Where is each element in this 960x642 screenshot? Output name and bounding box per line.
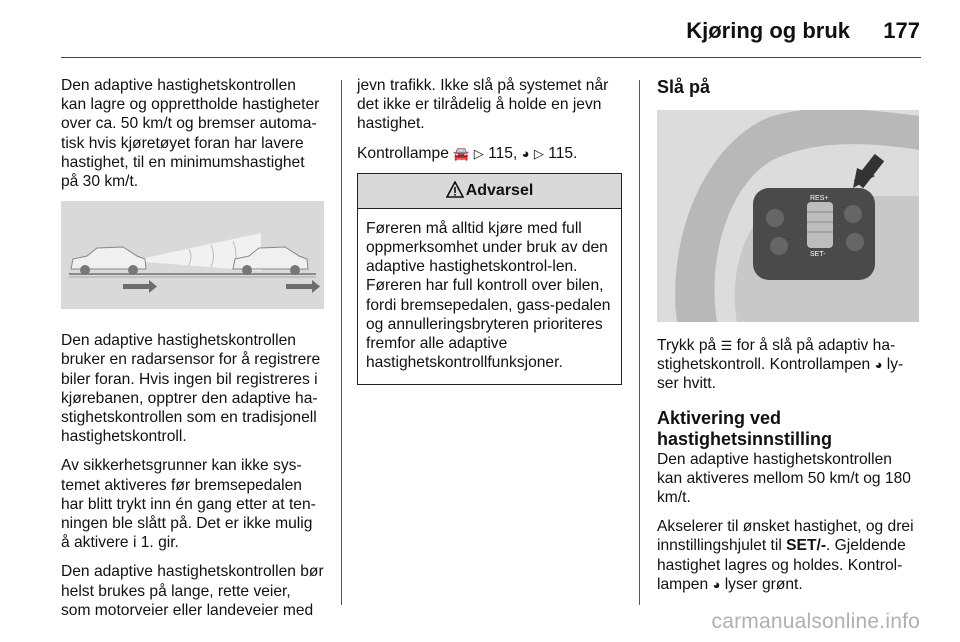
- car-lamp-icon: 🚘: [453, 145, 470, 161]
- lamp-ref-prefix: Kontrollampe: [357, 144, 449, 162]
- watermark: carmanualsonline.info: [711, 610, 920, 633]
- heading-activation: [657, 408, 919, 450]
- res-label: RES+: [810, 195, 829, 202]
- paragraph-safety: Av sikkerhetsgrunner kan ikke sys-temet aktiveres før bremsepedalen har blitt trykt inn én gang etter at ten-ningen ble slått på. Det er ikke mulig å aktivere i 1. gir.: [61, 457, 316, 552]
- cruise-lamp-icon-3: ◕: [712, 576, 721, 592]
- wheel-button-3: [844, 205, 862, 223]
- column-2: [357, 76, 622, 385]
- text-speed-stored: . Gjeldende hastighet lagres og holdes. Kontrol-lampen: [657, 537, 906, 593]
- text-accelerate: Akselerer til ønsket hastighet, og drei innstillingshjulet til: [657, 518, 914, 555]
- column-divider-2: [639, 80, 640, 605]
- paragraph-radar: Den adaptive hastighetskontrollen bruker en radarsensor for å registrere biler foran. Hvis ingen bil registreres i kjørebanen, opptrer den adaptive ha-stighetskontrollen som en tradisjonell hastighetskontroll.: [61, 332, 321, 446]
- column-3: [657, 76, 919, 604]
- column-divider-1: [341, 80, 342, 605]
- paragraph-set-speed: [657, 517, 919, 594]
- column-1: [61, 76, 324, 630]
- warning-title: Advarsel: [465, 181, 534, 199]
- paragraph-intro: Den adaptive hastighetskontrollen kan lagre og opprettholde hastigheter over ca. 50 km/t og bremser automa-tisk hvis kjøretøyet foran har lavere hastighet, til en minimumshastighet på 30 km/t.: [61, 77, 320, 191]
- wheel-button-4: [846, 233, 864, 251]
- text-for-switch-on: for å slå på adaptiv ha-stighetskontroll. Kontrollampen: [657, 337, 896, 374]
- paragraph-control-lamp-ref: [357, 144, 622, 163]
- text-lights-white: ly-ser hvitt.: [657, 356, 904, 393]
- text-lights-green: lyser grønt.: [724, 575, 803, 593]
- heading-switch-on: Slå på: [657, 77, 711, 97]
- page-title: Kjøring og bruk: [686, 18, 850, 43]
- heading-activation-line-1: Aktivering ved: [657, 407, 782, 428]
- paragraph-usage: Den adaptive hastighetskontrollen bør helst brukes på lange, rette veier, som motorveier eller landeveier med: [61, 563, 324, 619]
- paragraph-continued: jevn trafikk. Ikke slå på systemet når det ikke er tilrådelig å holde en jevn hastighet.: [357, 77, 609, 133]
- header-rule: [61, 57, 921, 58]
- lamp-ref-page-1: 115,: [488, 144, 518, 162]
- wheel-button-2: [770, 237, 788, 255]
- cruise-lamp-icon-2: ◕: [874, 357, 883, 373]
- page-ref-arrow-icon: ▷: [473, 145, 484, 161]
- lamp-ref-page-2: 115.: [548, 144, 578, 162]
- paragraph-press-button: [657, 336, 919, 394]
- page-ref-arrow-icon-2: ▷: [533, 145, 544, 161]
- page-header: [0, 0, 960, 60]
- page-number: 177: [883, 18, 920, 43]
- adaptive-cruise-icon: ☰: [720, 338, 733, 353]
- warning-body: Føreren må alltid kjøre med full oppmerksomhet under bruk av den adaptive hastighetskontrol-len. Føreren har full kontroll over bilen, fordi bremsepedalen, gass-pedalen og annulleringsbryteren prioriteres fremfor alle adaptive hastighetskontrollfunksjoner.: [366, 219, 611, 372]
- text-press: Trykk på: [657, 337, 717, 354]
- wheel-button-1: [766, 209, 784, 227]
- radar-illustration: [61, 201, 324, 309]
- warning-header: [358, 174, 621, 209]
- cruise-lamp-icon: ◕: [521, 145, 530, 161]
- warning-triangle-icon: [446, 181, 464, 198]
- text-set-button: SET/-: [786, 537, 827, 555]
- steering-wheel-illustration: [657, 110, 919, 322]
- heading-activation-line-2: hastighetsinnstilling: [657, 428, 833, 449]
- warning-box: [357, 173, 622, 386]
- paragraph-speed-range: Den adaptive hastighetskontrollen kan aktiveres mellom 50 km/t og 180 km/t.: [657, 450, 911, 507]
- set-label: SET-: [810, 251, 826, 258]
